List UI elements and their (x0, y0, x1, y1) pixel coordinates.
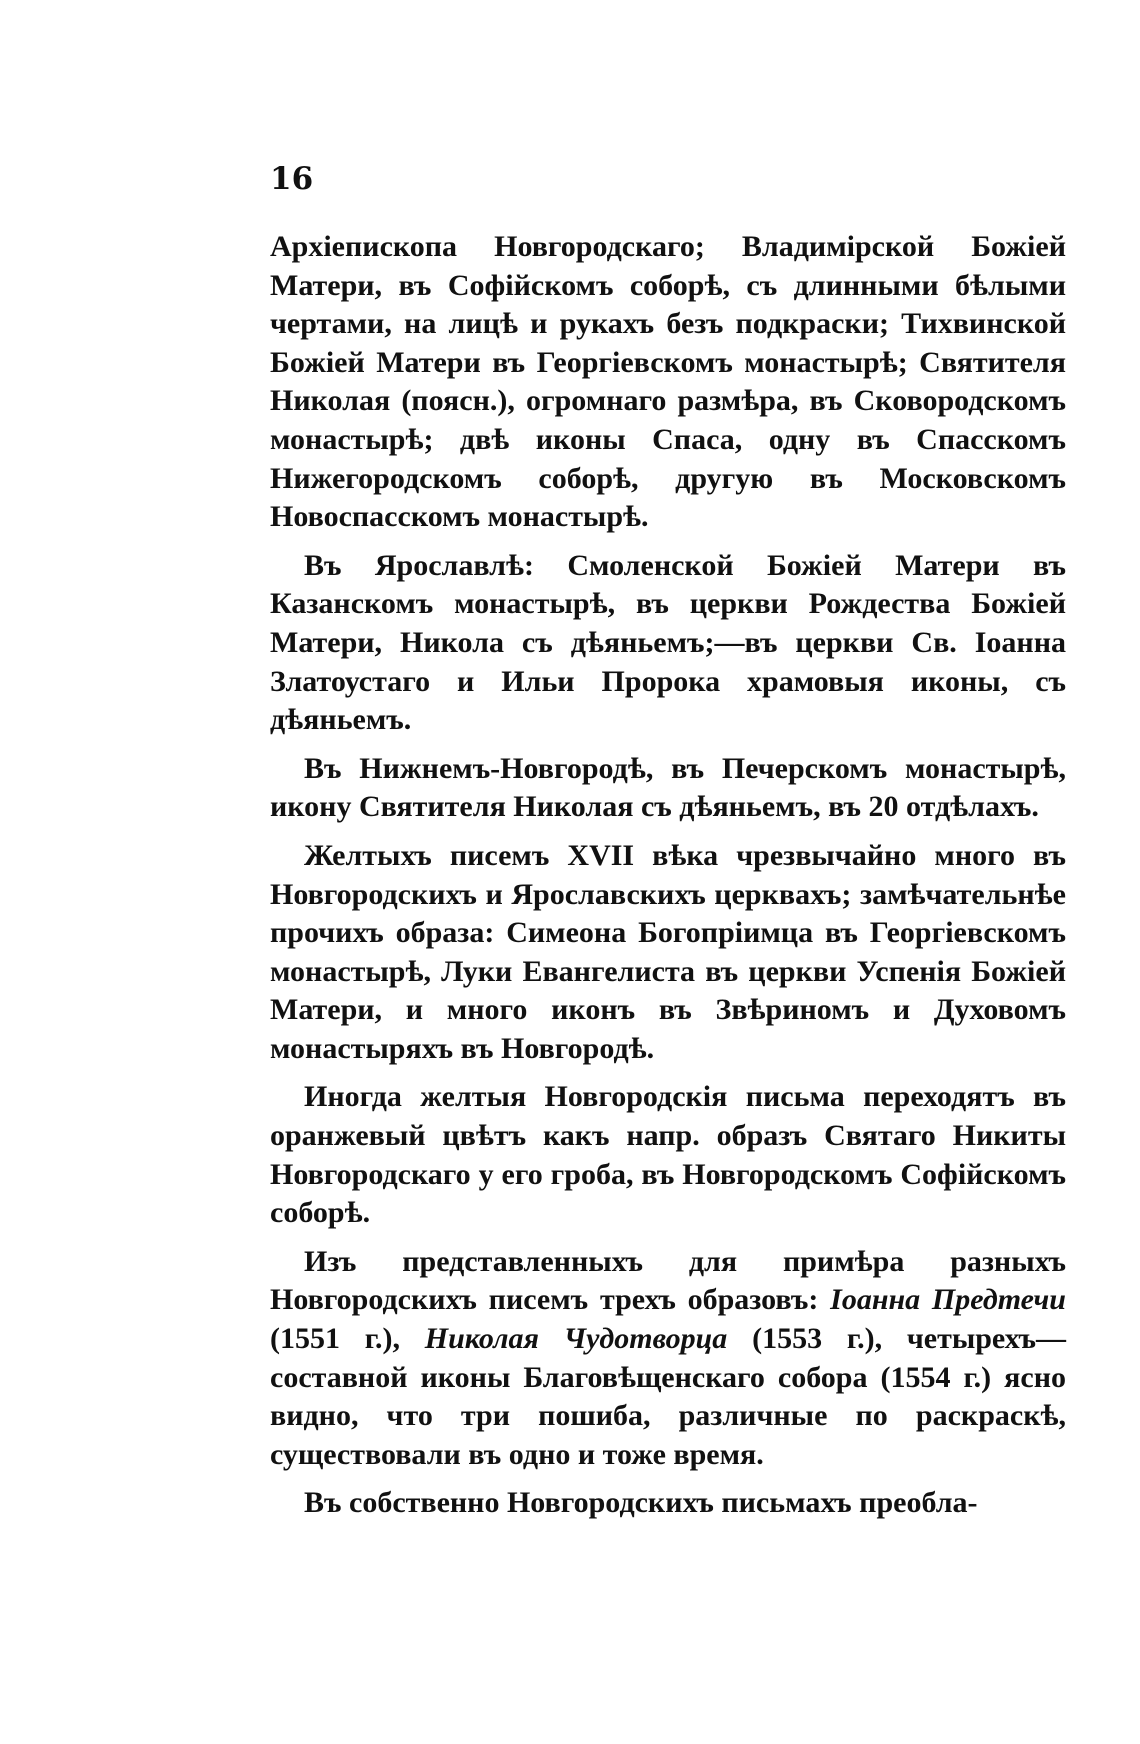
paragraph-three-examples (270, 1243, 1066, 1475)
paragraph-yaroslavl: Въ Ярославлѣ: Смоленской Божіей Матери въ Казанскомъ монастырѣ, въ церкви Рождества Божіей Матери, Никола съ дѣяньемъ;—въ церкви Св. Іоанна Златоустаго и Ильи Пророка храмовыя иконы, съ дѣяньемъ. (270, 548, 1066, 737)
page-number: 16 (270, 161, 314, 197)
body-text (270, 228, 1066, 1533)
paragraph-continuation: Архіепископа Новгородскаго; Владимірской Божіей Матери, въ Софійскомъ соборѣ, съ длинными бѣлыми чертами, на лицѣ и рукахъ безъ подкраски; Тихвинской Божіей Матери въ Георгіевскомъ монастырѣ; Святителя Николая (поясн.), огромнаго размѣра, въ Сковородскомъ монастырѣ; двѣ иконы Спаса, одну въ Спасскомъ Нижегородскомъ соборѣ, другую въ Московскомъ Новоспасскомъ монастырѣ. (270, 230, 1066, 534)
text-segment: (1553 г.), четырехъ—составной иконы Благовѣщенскаго собора (1554 г.) ясно видно, что три пошиба, различные по раскраскѣ, существовали въ одно и тоже время. (270, 1322, 1066, 1471)
text-segment: (1551 г.), (270, 1322, 425, 1356)
text-segment: Изъ представленныхъ для примѣра разныхъ Новгородскихъ писемъ трехъ образовъ: (270, 1244, 1066, 1317)
paragraph-yellow-writings: Желтыхъ писемъ XVII вѣка чрезвычайно много въ Новгородскихъ и Ярославскихъ церквахъ; замѣчательнѣе прочихъ образа: Симеона Богопріимца въ Георгіевскомъ монастырѣ, Луки Евангелиста въ церкви Успенія Божіей Матери, и много иконъ въ Звѣриномъ и Духовомъ монастыряхъ въ Новгородѣ. (270, 838, 1066, 1065)
italic-icon-title-nicholas: Николая Чудотворца (424, 1322, 728, 1356)
paragraph-orange-color: Иногда желтыя Новгородскія письма переходятъ въ оранжевый цвѣтъ какъ напр. образъ Святаго Никиты Новгородскаго у его гроба, въ Новгородскомъ Софійскомъ соборѣ. (270, 1080, 1066, 1230)
italic-icon-title-john: Іоанна Предтечи (830, 1283, 1066, 1317)
paragraph-final-line: Въ собственно Новгородскихъ письмахъ преобла- (304, 1486, 978, 1520)
paragraph-nizhny-novgorod: Въ Нижнемъ-Новгородѣ, въ Печерскомъ монастырѣ, икону Святителя Николая съ дѣяньемъ, въ 20 отдѣлахъ. (270, 751, 1066, 824)
